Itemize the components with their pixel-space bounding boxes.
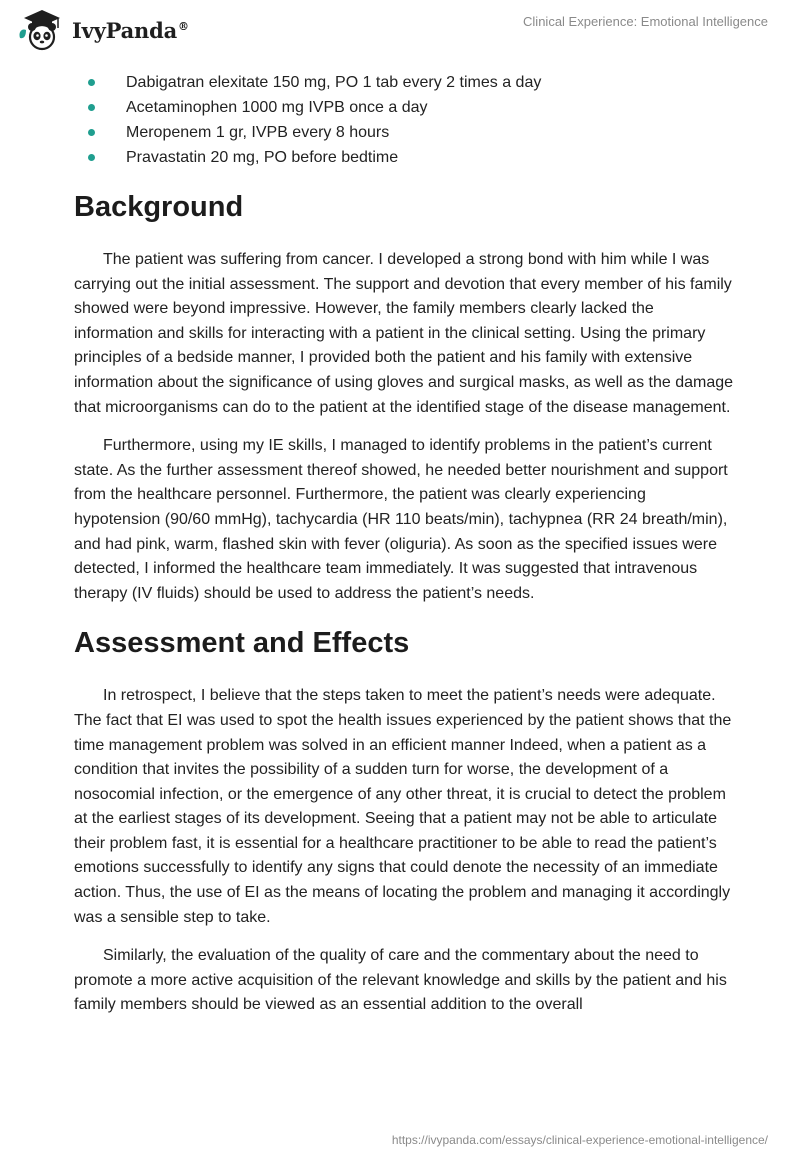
page-header [0, 0, 800, 60]
bullet-icon [88, 104, 95, 111]
list-item-text: Meropenem 1 gr, IVPB every 8 hours [126, 124, 390, 141]
paragraph: In retrospect, I believe that the steps taken to meet the patient’s needs were adequate. The fact that EI was used to spot the health issues experienced by the patient shows that the time management problem was solved in an efficient manner Indeed, when a patient as a condition that invites the possibility of a sudden turn for worse, the development of a nosocomial infection, or the emergence of any other threat, it is crucial to detect the problem at the earliest stages of its development. Seeing that a patient may not be able to articulate their problem fast, it is essential for a healthcare practitioner to be able to read the patient’s emotions successfully to identify any signs that could denote the necessity of an immediate action. Thus, the use of EI as the means of locating the problem and managing it accordingly was a sensible step to take. [74, 687, 732, 926]
paragraph: Similarly, the evaluation of the quality of care and the commentary about the need to promote a more active acquisition of the relevant knowledge and skills by the patient and his family members should be viewed as an essential addition to the overall [74, 947, 727, 1014]
ivypanda-logo[interactable] [14, 8, 189, 52]
brand-name [72, 18, 189, 43]
section-heading-background: Background [74, 191, 244, 223]
brand-registered-mark: ® [178, 19, 189, 33]
source-url-link[interactable]: https://ivypanda.com/essays/clinical-experience-emotional-intelligence/ [391, 1133, 768, 1147]
bullet-icon [88, 79, 95, 86]
document-title: Clinical Experience: Emotional Intelligence [523, 14, 768, 29]
paragraph: Furthermore, using my IE skills, I managed to identify problems in the patient’s current state. As the further assessment thereof showed, he needed better nourishment and support from the healthcare personnel. Furthermore, the patient was clearly experiencing hypotension (90/60 mmHg), tachycardia (HR 110 beats/min), tachypnea (RR 24 breath/min), and had pink, warm, flashed skin with fever (oliguria). As soon as the specified issues were detected, I informed the healthcare team immediately. It was suggested that intravenous therapy (IV fluids) should be used to address the patient’s needs. [74, 437, 728, 602]
list-item [74, 70, 734, 95]
medication-list [74, 70, 734, 170]
section-heading-assessment: Assessment and Effects [74, 627, 410, 660]
list-item [74, 145, 734, 170]
article-body [74, 70, 734, 1032]
brand-text: IvyPanda [72, 17, 178, 43]
bullet-icon [88, 154, 95, 161]
list-item [74, 120, 734, 145]
panda-logo-icon [14, 8, 66, 52]
paragraph: The patient was suffering from cancer. I developed a strong bond with him while I was carrying out the initial assessment. The support and devotion that every member of his family showed were beyond impressive. However, the family members clearly lacked the information and skills for interacting with a patient in the clinical setting. Using the primary principles of a bedside manner, I provided both the patient and his family with extensive information about the significance of using gloves and surgical masks, as well as the damage that microorganisms can do to the patient at the identified stage of the disease management. [74, 251, 734, 416]
list-item-text: Acetaminophen 1000 mg IVPB once a day [126, 99, 428, 116]
list-item-text: Pravastatin 20 mg, PO before bedtime [126, 149, 399, 166]
bullet-icon [88, 129, 95, 136]
list-item-text: Dabigatran elexitate 150 mg, PO 1 tab every 2 times a day [126, 74, 542, 91]
list-item [74, 95, 734, 120]
